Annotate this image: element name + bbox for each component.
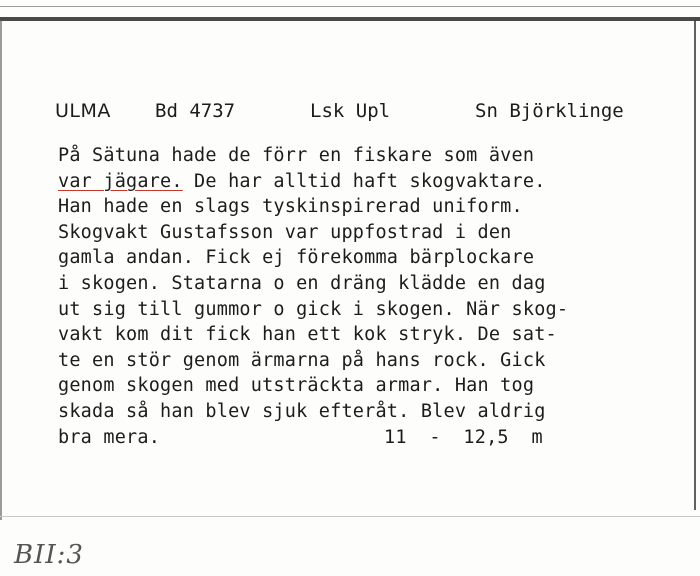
handwritten-mark: BII:3 [14, 540, 84, 570]
text-line: i skogen. Statarna o en dräng klädde en dag [58, 272, 546, 294]
card-left-border [0, 20, 2, 520]
card-top-border [0, 17, 700, 21]
card-header [0, 100, 700, 128]
text-line-start: bra mera. [58, 426, 161, 448]
measurement-range: 11 - 12,5 m [384, 426, 543, 448]
region-code: Lsk Upl [310, 100, 391, 122]
parish-name: Sn Björklinge [475, 100, 624, 122]
card-right-border [694, 20, 696, 510]
text-line: genom skogen med utsträckta armar. Han tog [58, 375, 535, 397]
underlined-phrase: var jägare. [58, 170, 183, 192]
card-top-thin-line [0, 6, 700, 7]
text-line: På Sätuna hade de förr en fiskare som även [58, 145, 535, 166]
text-line: te en stör genom ärmarna på hans rock. Gick [58, 349, 546, 371]
text-line: skada så han blev sjuk efteråt. Blev aldrig [58, 400, 546, 422]
text-line [58, 169, 678, 195]
text-line: Skogvakt Gustafsson var uppfostrad i den [58, 221, 512, 243]
archive-code: ULMA [55, 100, 111, 122]
text-line-rest: De har alltid haft skogvaktare. [182, 170, 546, 192]
text-line: vakt kom dit fick han ett kok stryk. De sat- [58, 324, 557, 346]
volume-number: Bd 4737 [155, 100, 236, 122]
text-line: ut sig till gummor o gick i skogen. När skog- [58, 298, 569, 320]
text-line: gamla andan. Fick ej förekomma bärplockare [58, 247, 535, 269]
card-body-text [58, 143, 678, 450]
text-line: Han hade en slags tyskinspirerad uniform. [58, 196, 523, 218]
card-bottom-edge [0, 516, 700, 517]
text-line [58, 425, 678, 451]
